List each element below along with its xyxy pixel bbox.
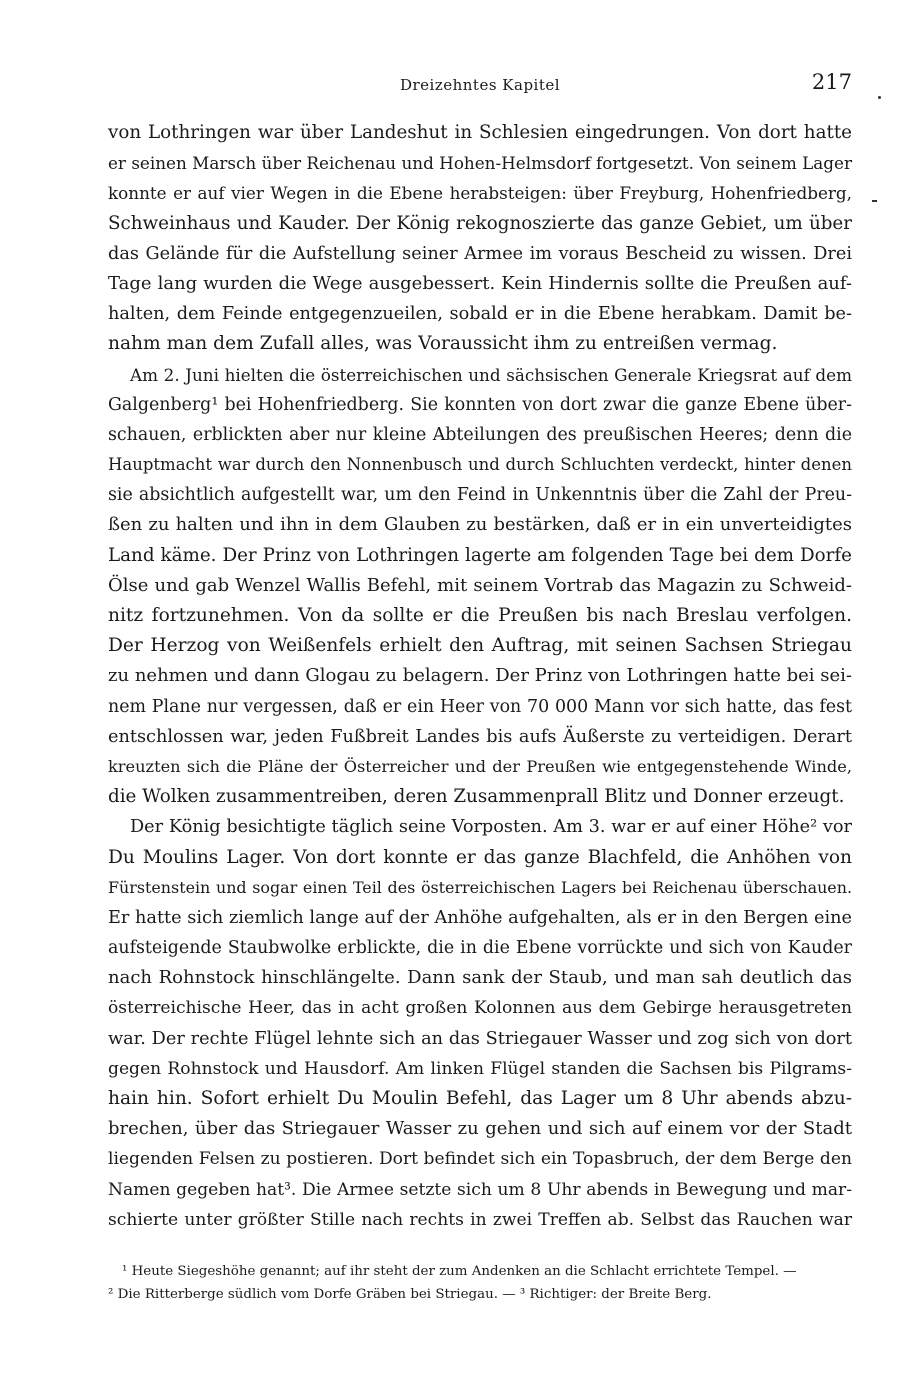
text-line: die Wolken zusammentreiben, deren Zusammenprall Blitz und Donner erzeugt. (108, 786, 845, 808)
text-line: Schweinhaus und Kauder. Der König rekognoszierte das ganze Gebiet, um über (108, 212, 852, 234)
text-line: sie absichtlich aufgestellt war, um den Feind in Unkenntnis über die Zahl der Preu- (108, 485, 852, 506)
text-line: Er hatte sich ziemlich lange auf der Anhöhe aufgehalten, als er in den Bergen eine (108, 907, 852, 928)
text-line: von Lothringen war über Landeshut in Schlesien eingedrungen. Von dort hatte (108, 122, 852, 143)
print-speck (872, 200, 877, 202)
text-line: Land käme. Der Prinz von Lothringen lagerte am folgenden Tage bei dem Dorfe (108, 544, 852, 566)
page-header (108, 70, 852, 104)
text-line: Tage lang wurden die Wege ausgebessert. Kein Hindernis sollte die Preußen auf- (108, 272, 852, 294)
text-line: Hauptmacht war durch den Nonnenbusch und durch Schluchten verdeckt, hinter denen (108, 455, 852, 475)
text-line: Du Moulins Lager. Von dort konnte er das ganze Blachfeld, die Anhöhen von (108, 846, 852, 868)
text-line: österreichische Heer, das in acht großen Kolonnen aus dem Gebirge herausgetreten (108, 998, 852, 1019)
text-line: Am 2. Juni hielten die österreichischen und sächsischen Generale Kriegsrat auf dem (130, 364, 852, 385)
text-line: schauen, erblickten aber nur kleine Abteilungen des preußischen Heeres; denn die (108, 424, 852, 445)
footnotes (108, 1260, 852, 1306)
text-line: halten, dem Feinde entgegenzueilen, sobald er in die Ebene herabkam. Damit be- (108, 304, 852, 325)
text-line: nem Plane nur vergessen, daß er ein Heer von 70 000 Mann vor sich hatte, das fest (108, 696, 852, 717)
text-line: aufsteigende Staubwolke erblickte, die in die Ebene vorrückte und sich von Kauder (108, 938, 852, 959)
text-line: nitz fortzunehmen. Von da sollte er die Preußen bis nach Breslau verfolgen. (108, 605, 852, 626)
text-line: Ölse und gab Wenzel Wallis Befehl, mit seinem Vortrab das Magazin zu Schweid- (108, 574, 852, 596)
text-line: er seinen Marsch über Reichenau und Hohen-Helmsdorf fortgesetzt. Von seinem Lager (108, 153, 852, 174)
body-text (108, 118, 852, 1235)
text-line: nach Rohnstock hinschlängelte. Dann sank der Staub, und man sah deutlich das (108, 967, 852, 989)
text-line: gegen Rohnstock und Hausdorf. Am linken Flügel standen die Sachsen bis Pilgrams- (108, 1058, 852, 1079)
running-title: Dreizehntes Kapitel (399, 76, 561, 94)
text-line: Der Herzog von Weißenfels erhielt den Auftrag, mit seinen Sachsen Striegau (108, 635, 852, 657)
footnote-line: ² Die Ritterberge südlich vom Dorfe Gräben bei Striegau. — ³ Richtiger: der Breite Berg. (108, 1287, 712, 1302)
text-line: nahm man dem Zufall alles, was Voraussicht ihm zu entreißen vermag. (108, 333, 778, 355)
page-number: 217 (811, 70, 852, 94)
text-line: das Gelände für die Aufstellung seiner Armee im voraus Bescheid zu wissen. Drei (108, 243, 852, 264)
text-line: ßen zu halten und ihn in dem Glauben zu bestärken, daß er in ein unverteidigtes (108, 514, 852, 536)
text-line: kreuzten sich die Pläne der Österreicher und der Preußen wie entgegenstehende Winde, (108, 756, 852, 776)
text-line: Galgenberg¹ bei Hohenfriedberg. Sie konnten von dort zwar die ganze Ebene über- (108, 394, 852, 415)
text-line: hain hin. Sofort erhielt Du Moulin Befehl, das Lager um 8 Uhr abends abzu- (108, 1088, 852, 1109)
text-line: Fürstenstein und sogar einen Teil des österreichischen Lagers bei Reichenau überschauen. (108, 877, 852, 897)
text-line: liegenden Felsen zu postieren. Dort befindet sich ein Topasbruch, der dem Berge den (108, 1149, 852, 1170)
text-line: konnte er auf vier Wegen in die Ebene herabsteigen: über Freyburg, Hohenfriedberg, (108, 183, 852, 204)
text-line: Namen gegeben hat³. Die Armee setzte sich um 8 Uhr abends in Bewegung und mar- (108, 1179, 852, 1200)
text-line: entschlossen war, jeden Fußbreit Landes bis aufs Äußerste zu verteidigen. Derart (108, 726, 852, 747)
text-line: zu nehmen und dann Glogau zu belagern. Der Prinz von Lothringen hatte bei sei- (108, 665, 852, 687)
text-line: war. Der rechte Flügel lehnte sich an das Striegauer Wasser und zog sich von dort (108, 1028, 852, 1049)
print-speck (878, 96, 881, 99)
text-line: Der König besichtigte täglich seine Vorposten. Am 3. war er auf einer Höhe² vor (130, 817, 852, 838)
footnote-line: ¹ Heute Siegeshöhe genannt; auf ihr steht der zum Andenken an die Schlacht errichtete Tempel. — (122, 1264, 797, 1279)
text-line: brechen, über das Striegauer Wasser zu gehen und sich auf einem vor der Stadt (108, 1118, 852, 1140)
text-line: schierte unter größter Stille nach rechts in zwei Treffen ab. Selbst das Rauchen war (108, 1209, 852, 1230)
